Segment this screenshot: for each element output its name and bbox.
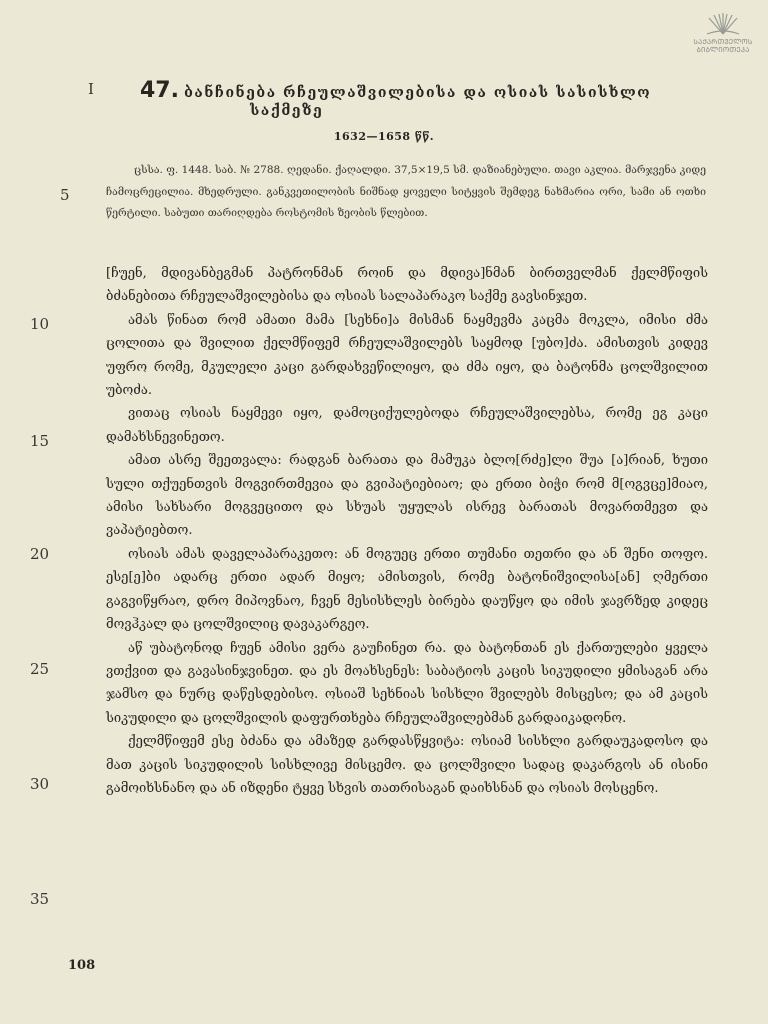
margin-mark: 5 [60, 186, 70, 204]
margin-mark: 35 [30, 890, 50, 908]
body-paragraph: ქელმწიფემ ესე ბძანა და ამაზედ გარდასწყვიტა: ოსიამ სისხლი გარდაუკადოსო და მათ კაცის სიკუდილის სისხლივე მისცემო. და ცოლშვილი სადაც დაკარგოს ან ისინი გამოიხსნანო და ან იზდენი ტყვე სხვის თათრისაგან დაიხსნან და ოსიას მოსცენო. [106, 734, 708, 796]
margin-mark: 30 [30, 775, 50, 793]
margin-mark: 25 [30, 660, 50, 678]
document-number: 47. [140, 78, 179, 103]
source-description [106, 160, 706, 225]
document-header [140, 78, 700, 119]
body-paragraph: [ჩუენ, მდივანბეგმან პატრონმან როინ და მდივა]ნმან ბირთველმან ქელმწიფის ბძანებითა რჩეულაშვილებისა და ოსიას სალაპარაკო საქმე გავსინჯეთ. [106, 266, 708, 305]
body-paragraph: ამათ ასრე შეეთვალა: რადგან ბარათა და მამუკა ბლო[რძე]ლი შუა [ა]რიან, ხუთი სული თქუენთვის მოგვირთმევია და გვიპატიებიაო; და ერთი ბიჭი რომ მ[ოგვცე]მიაო, ამისი სახსარი მოგვეცითო და სხუას უყულას ისრევ ბარათას მოვართმევთ და ვაპატიებთო. [106, 453, 708, 539]
margin-mark: 10 [30, 315, 50, 333]
body-paragraph: აწ უბატონოდ ჩუენ ამისი ვერა გაუჩინეთ რა. და ბატონთან ეს ქართულები ყველა ვთქვით და გავასინჯვინეთ. და ეს მოახსენეს: საბატიოს კაცის სიკუდილი ყმისაგან არა ჯამსო და ნურც დაწესდებისო. ოსიაშ სეხნიას სისხლი შვილებს მისცესო; და ამ კაცის სიკუდილი და ცოლშვილის დაფურთხება რჩეულაშვილებმან გარდაიკადონო. [106, 640, 708, 726]
document-title-line2: საქმეზე [250, 103, 324, 119]
body-paragraph: ამას წინათ რომ ამათი მამა [სეხნი]ა მისმან ნაყმევმა კაცმა მოკლა, იმისი ძმა ცოლითა და შვილით ქელმწიფემ რჩეულაშვილებს საყმოდ [უბო]ძა. ამისთვის კიდევ უფრო რომე, მკულელი კაცი გარდახვეწილიყო, და ძმა იყო, და ბატონმა ცოლშვილით უბოძა. [106, 312, 708, 399]
body-paragraph: ვითაც ოსიას ნაყმევი იყო, დამოციქულებოდა რჩეულაშვილებსა, რომე ეგ კაცი დამახსნევინეთო. [106, 406, 708, 445]
margin-mark: I [88, 80, 94, 98]
margin-mark: 20 [30, 545, 50, 563]
document-title-line1: ბანჩინება რჩეულაშვილებისა და ოსიას სასისხლო [184, 85, 652, 101]
document-dates: 1632—1658 წწ. [333, 130, 435, 143]
source-text: ცსსა. ფ. 1448. საბ. № 2788. ღედანი. ქაღალდი. 37,5×19,5 სმ. დაზიანებული. თავი აკლია. მარჯვენა კიდე ჩამოცრეცილია. მხედრული. განკვეთილობის ნიშნად ყოველი სიტყვის შემდეგ ნახმარია ორი, სამი ან ოთხი წერტილი. საბუთი თარიღდება როსტომის ზეობის წლებით. [106, 164, 706, 219]
page-number: 108 [68, 958, 96, 973]
margin-mark: 15 [30, 432, 50, 450]
document-title [140, 85, 700, 119]
library-logo [692, 12, 754, 54]
book-fan-icon [703, 12, 743, 38]
document-body [106, 262, 708, 800]
library-logo-text: ᲡᲐᲥᲐᲠᲗᲕᲔᲚᲝᲡ ᲑᲘᲑᲚᲘᲝᲗᲔᲙᲐ [693, 38, 753, 54]
body-paragraph: ოსიას ამას დაველაპარაკეთო: ან მოგუეც ერთი თუმანი თეთრი და ან შენი თოფო. ესე[ე]ბი ადარც ერთი ადარ მიყო; ამისთვის, რომე ბატონიშვილისა[ან] ღმერთი გაგვიწყრაო, დრო მიპოვნაო, ჩვენ მესისხლეს ბირება დაუწყო და იმის ჯავრზედ კიდეც მოვჰკალ და ცოლშვილიც დავაკარგეო. [106, 546, 708, 633]
